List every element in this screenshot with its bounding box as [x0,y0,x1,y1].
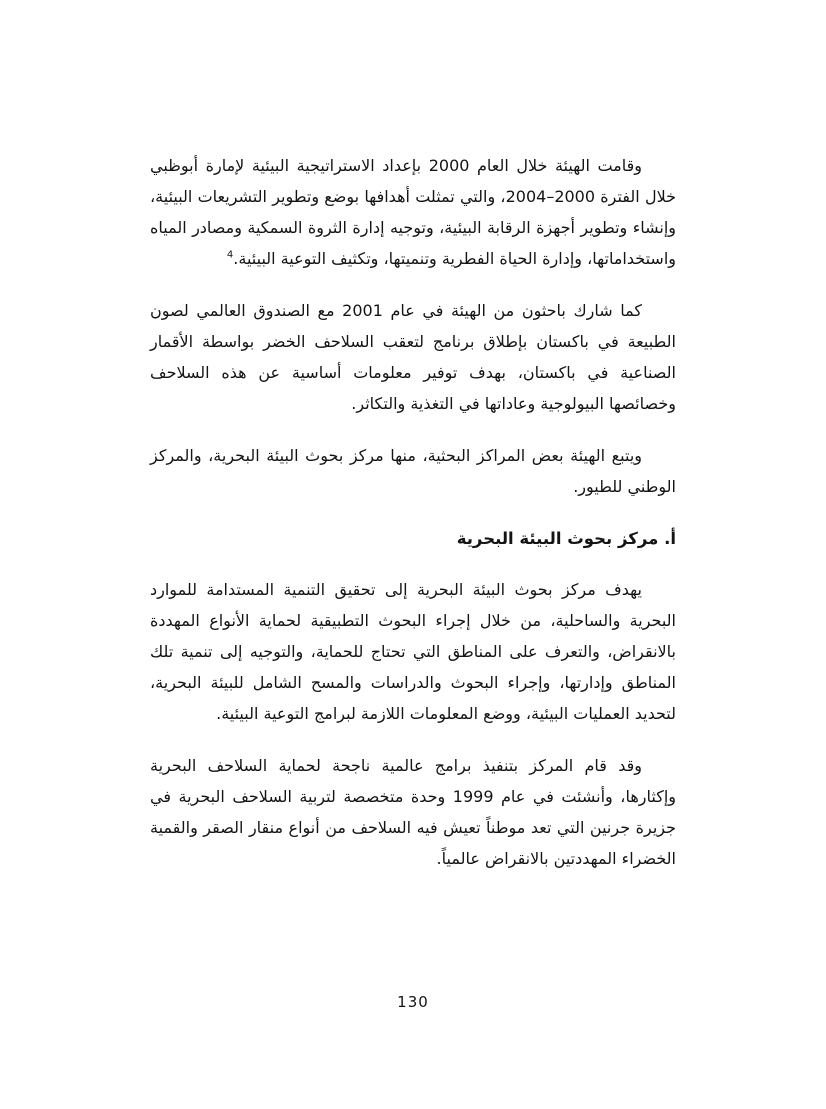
paragraph [150,295,676,419]
paragraph [150,750,676,874]
paragraph [150,440,676,502]
footnote-marker: 4 [226,249,234,261]
paragraph-text: وقد قام المركز بتنفيذ برامج عالمية ناجحة لحماية السلاحف البحرية وإكثارها، وأنشئت في عام 1999 وحدة متخصصة لتربية السلاحف البحرية في جزيرة جرنين التي تعد موطناً تعيش فيه السلاحف من أنواع منقار الصقر والقمية الخضراء المهددتين بالانقراض عالمياً. [150,756,676,868]
paragraph-text: يهدف مركز بحوث البيئة البحرية إلى تحقيق التنمية المستدامة للموارد البحرية والساحلية، من خلال إجراء البحوث التطبيقية لحماية الأنواع المهددة بالانقراض، والتعرف على المناطق التي تحتاج للحماية، والتوجيه إلى تنمية تلك المناطق وإدارتها، وإجراء البحوث والدراسات والمسح الشامل للبيئة البحرية، لتحديد العمليات البيئية، ووضع المعلومات اللازمة لبرامج التوعية البيئية. [150,580,676,723]
paragraph [150,574,676,729]
paragraph [150,150,676,274]
paragraph-text: كما شارك باحثون من الهيئة في عام 2001 مع الصندوق العالمي لصون الطبيعة في باكستان بإطلاق برنامج لتعقب السلاحف الخضر بواسطة الأقمار الصناعية في باكستان، بهدف توفير معلومات أساسية عن هذه السلاحف وخصائصها البيولوجية وعاداتها في التغذية والتكاثر. [150,301,676,413]
section-heading: أ. مركز بحوث البيئة البحرية [456,529,676,548]
paragraph-text: وقامت الهيئة خلال العام 2000 بإعداد الاستراتيجية البيئية لإمارة أبوظبي خلال الفترة 2000–2004، والتي تمثلت أهدافها بوضع وتطوير التشريعات البيئية، وإنشاء وتطوير أجهزة الرقابة البيئية، وتوجيه إدارة الثروة السمكية ومصادر المياه واستخداماتها، وإدارة الحياة الفطرية وتنميتها، وتكثيف التوعية البيئية. [150,156,677,268]
paragraph-text: ويتبع الهيئة بعض المراكز البحثية، منها مركز بحوث البيئة البحرية، والمركز الوطني للطيور. [150,446,676,496]
text-block [150,150,676,874]
page-number: 130 [397,993,429,1011]
